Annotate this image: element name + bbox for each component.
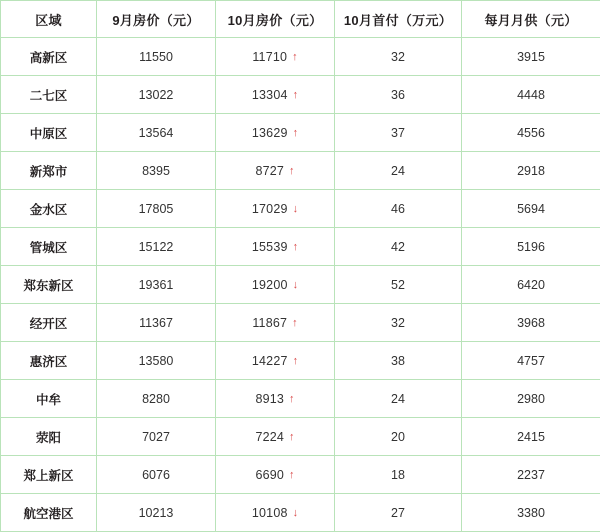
table-row bbox=[1, 456, 600, 494]
arrow-up-icon: ↑ bbox=[289, 469, 295, 481]
october-price-value bbox=[255, 392, 294, 406]
cell-region: 荥阳 bbox=[1, 418, 97, 456]
arrow-up-icon: ↑ bbox=[292, 51, 298, 63]
table-body bbox=[1, 38, 600, 532]
cell-region: 二七区 bbox=[1, 76, 97, 114]
table-row bbox=[1, 380, 600, 418]
arrow-up-icon: ↑ bbox=[293, 355, 299, 367]
table-row bbox=[1, 190, 600, 228]
cell-october-price bbox=[216, 114, 335, 152]
cell-region: 郑上新区 bbox=[1, 456, 97, 494]
october-price-value bbox=[252, 88, 298, 102]
cell-region: 航空港区 bbox=[1, 494, 97, 532]
cell-monthly-payment: 2918 bbox=[462, 152, 600, 190]
cell-monthly-payment: 3915 bbox=[462, 38, 600, 76]
cell-down-payment: 52 bbox=[335, 266, 462, 304]
october-price-number: 11867 bbox=[252, 316, 287, 330]
october-price-value bbox=[252, 278, 298, 292]
arrow-down-icon: ↓ bbox=[293, 203, 299, 215]
cell-october-price bbox=[216, 152, 335, 190]
cell-september-price: 17805 bbox=[97, 190, 216, 228]
cell-september-price: 13022 bbox=[97, 76, 216, 114]
cell-down-payment: 36 bbox=[335, 76, 462, 114]
october-price-number: 8727 bbox=[255, 164, 284, 178]
table-header-row bbox=[1, 1, 600, 38]
cell-october-price bbox=[216, 418, 335, 456]
cell-down-payment: 38 bbox=[335, 342, 462, 380]
cell-september-price: 8395 bbox=[97, 152, 216, 190]
october-price-number: 15539 bbox=[252, 240, 288, 254]
table-row bbox=[1, 342, 600, 380]
october-price-number: 17029 bbox=[252, 202, 288, 216]
october-price-number: 13629 bbox=[252, 126, 288, 140]
cell-october-price bbox=[216, 494, 335, 532]
cell-october-price bbox=[216, 266, 335, 304]
cell-down-payment: 37 bbox=[335, 114, 462, 152]
cell-region: 郑东新区 bbox=[1, 266, 97, 304]
october-price-value bbox=[255, 430, 294, 444]
cell-september-price: 11367 bbox=[97, 304, 216, 342]
october-price-value bbox=[252, 354, 298, 368]
arrow-up-icon: ↑ bbox=[293, 89, 299, 101]
cell-down-payment: 18 bbox=[335, 456, 462, 494]
cell-september-price: 7027 bbox=[97, 418, 216, 456]
cell-region: 金水区 bbox=[1, 190, 97, 228]
arrow-up-icon: ↑ bbox=[289, 165, 295, 177]
cell-region: 中原区 bbox=[1, 114, 97, 152]
cell-down-payment: 42 bbox=[335, 228, 462, 266]
october-price-value bbox=[252, 240, 298, 254]
cell-september-price: 15122 bbox=[97, 228, 216, 266]
arrow-up-icon: ↑ bbox=[293, 127, 299, 139]
table-row bbox=[1, 494, 600, 532]
table-row bbox=[1, 228, 600, 266]
cell-october-price bbox=[216, 76, 335, 114]
october-price-number: 8913 bbox=[255, 392, 284, 406]
cell-monthly-payment: 4556 bbox=[462, 114, 600, 152]
cell-monthly-payment: 5196 bbox=[462, 228, 600, 266]
cell-september-price: 6076 bbox=[97, 456, 216, 494]
october-price-number: 13304 bbox=[252, 88, 288, 102]
cell-october-price bbox=[216, 304, 335, 342]
october-price-number: 7224 bbox=[255, 430, 284, 444]
cell-down-payment: 24 bbox=[335, 380, 462, 418]
cell-region: 经开区 bbox=[1, 304, 97, 342]
cell-monthly-payment: 2980 bbox=[462, 380, 600, 418]
cell-down-payment: 46 bbox=[335, 190, 462, 228]
october-price-number: 10108 bbox=[252, 506, 288, 520]
cell-monthly-payment: 6420 bbox=[462, 266, 600, 304]
cell-region: 高新区 bbox=[1, 38, 97, 76]
arrow-up-icon: ↑ bbox=[289, 393, 295, 405]
table-row bbox=[1, 114, 600, 152]
column-header-monthly-payment: 每月月供（元） bbox=[462, 1, 600, 38]
cell-down-payment: 24 bbox=[335, 152, 462, 190]
october-price-value bbox=[252, 50, 297, 64]
arrow-up-icon: ↑ bbox=[292, 317, 298, 329]
cell-monthly-payment: 4448 bbox=[462, 76, 600, 114]
column-header-september-price: 9月房价（元） bbox=[97, 1, 216, 38]
cell-down-payment: 20 bbox=[335, 418, 462, 456]
cell-september-price: 11550 bbox=[97, 38, 216, 76]
column-header-region: 区域 bbox=[1, 1, 97, 38]
cell-september-price: 8280 bbox=[97, 380, 216, 418]
cell-region: 惠济区 bbox=[1, 342, 97, 380]
cell-october-price bbox=[216, 228, 335, 266]
column-header-october-down-payment: 10月首付（万元） bbox=[335, 1, 462, 38]
table-row bbox=[1, 266, 600, 304]
cell-region: 管城区 bbox=[1, 228, 97, 266]
table-row bbox=[1, 38, 600, 76]
cell-down-payment: 27 bbox=[335, 494, 462, 532]
cell-monthly-payment: 4757 bbox=[462, 342, 600, 380]
october-price-value bbox=[252, 316, 297, 330]
cell-monthly-payment: 2237 bbox=[462, 456, 600, 494]
table-row bbox=[1, 304, 600, 342]
cell-monthly-payment: 5694 bbox=[462, 190, 600, 228]
arrow-up-icon: ↑ bbox=[289, 431, 295, 443]
cell-down-payment: 32 bbox=[335, 304, 462, 342]
column-header-october-price: 10月房价（元） bbox=[216, 1, 335, 38]
arrow-down-icon: ↓ bbox=[293, 279, 299, 291]
cell-october-price bbox=[216, 456, 335, 494]
october-price-number: 6690 bbox=[255, 468, 284, 482]
october-price-number: 14227 bbox=[252, 354, 288, 368]
table-row bbox=[1, 418, 600, 456]
cell-october-price bbox=[216, 380, 335, 418]
october-price-number: 11710 bbox=[252, 50, 287, 64]
cell-september-price: 10213 bbox=[97, 494, 216, 532]
cell-september-price: 19361 bbox=[97, 266, 216, 304]
table-header bbox=[1, 1, 600, 38]
cell-october-price bbox=[216, 38, 335, 76]
table-row bbox=[1, 76, 600, 114]
october-price-value bbox=[255, 164, 294, 178]
cell-september-price: 13580 bbox=[97, 342, 216, 380]
cell-region: 新郑市 bbox=[1, 152, 97, 190]
cell-september-price: 13564 bbox=[97, 114, 216, 152]
cell-october-price bbox=[216, 190, 335, 228]
arrow-up-icon: ↑ bbox=[293, 241, 299, 253]
cell-monthly-payment: 3968 bbox=[462, 304, 600, 342]
cell-monthly-payment: 3380 bbox=[462, 494, 600, 532]
october-price-value bbox=[252, 202, 298, 216]
cell-down-payment: 32 bbox=[335, 38, 462, 76]
arrow-down-icon: ↓ bbox=[293, 507, 299, 519]
cell-region: 中牟 bbox=[1, 380, 97, 418]
october-price-value bbox=[252, 126, 298, 140]
october-price-value bbox=[255, 468, 294, 482]
october-price-number: 19200 bbox=[252, 278, 288, 292]
table-row bbox=[1, 152, 600, 190]
october-price-value bbox=[252, 506, 298, 520]
cell-october-price bbox=[216, 342, 335, 380]
cell-monthly-payment: 2415 bbox=[462, 418, 600, 456]
